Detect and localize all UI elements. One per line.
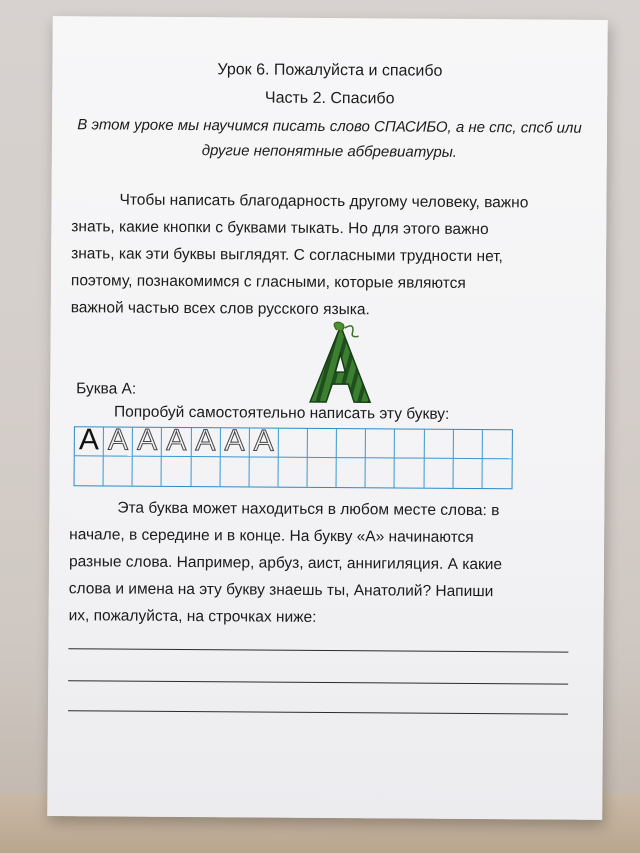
grid-cell[interactable] [337, 458, 366, 487]
grid-cell[interactable] [191, 457, 220, 486]
paragraph-line: разные слова. Например, арбуз, аист, аннигиляция. А какие [68, 553, 503, 574]
grid-cell[interactable] [453, 430, 482, 459]
grid-cell[interactable] [220, 424, 249, 458]
paragraph-line: их, пожалуйста, на строчках ниже: [68, 607, 317, 626]
grid-cell[interactable] [308, 429, 337, 458]
answer-line[interactable] [68, 648, 568, 652]
grid-cell[interactable] [104, 423, 133, 457]
paragraph-line: важной частью всех слов русского языка. [70, 299, 370, 319]
trace-letter: А [195, 424, 216, 458]
trace-letter: А [224, 424, 245, 458]
grid-cell[interactable] [75, 456, 104, 485]
paragraph-vowels [71, 186, 592, 325]
grid-cell[interactable] [104, 456, 133, 485]
lesson-title: Урок 6. Пожалуйста и спасибо [217, 61, 443, 80]
grid-cell[interactable] [250, 424, 279, 458]
grid-cell[interactable] [483, 430, 512, 459]
paragraph-line: знать, как эти буквы выглядят. С согласными трудности нет, [71, 245, 503, 266]
trace-letter: А [137, 423, 158, 457]
paragraph-line: знать, какие кнопки с буквами тыкать. Но для этого важно [71, 218, 489, 239]
answer-line[interactable] [68, 710, 568, 714]
grid-cell[interactable] [191, 424, 220, 458]
grid-cell[interactable] [366, 458, 395, 487]
paragraph-line: поэтому, познакомимся с гласными, которые являются [70, 272, 466, 292]
trace-letter: А [107, 423, 129, 457]
answer-line[interactable] [68, 680, 568, 684]
lesson-subtitle: Часть 2. Спасибо [264, 89, 395, 108]
grid-cell[interactable] [453, 459, 482, 488]
grid-cell[interactable] [337, 429, 366, 458]
grid-cell[interactable] [395, 458, 424, 487]
grid-cell[interactable] [366, 429, 395, 458]
watermelon-letter-a-illustration [296, 320, 385, 405]
grid-cell[interactable] [308, 458, 337, 487]
worksheet-page [47, 16, 608, 820]
grid-cell[interactable] [133, 423, 162, 457]
grid-cell[interactable] [395, 429, 424, 458]
grid-cell[interactable] [424, 459, 453, 488]
grid-cell[interactable] [162, 423, 191, 458]
trace-letter: А [166, 423, 187, 458]
paragraph-line: Чтобы написать благодарность другому человеку, важно [119, 191, 529, 212]
letter-practice-grid[interactable] [74, 423, 513, 489]
grid-cell[interactable] [133, 457, 162, 486]
sample-letter: А [78, 423, 100, 457]
grid-cell[interactable] [75, 423, 104, 457]
grid-cell[interactable] [249, 457, 278, 486]
paragraph-line: начале, в середине и в конце. На букву «А» начинаются [69, 526, 474, 547]
paragraph-letter-a [69, 494, 590, 633]
grid-cell[interactable] [278, 458, 307, 487]
trace-letter: А [253, 424, 274, 458]
grid-cell[interactable] [220, 457, 249, 486]
lesson-intro: В этом уроке мы научимся писать слово СПАСИБО, а не спс, спсб или другие непонятные аббревиатуры. [77, 116, 582, 161]
paragraph-line: слова и имена на эту букву знаешь ты, Анатолий? Напиши [68, 580, 494, 601]
grid-cell[interactable] [279, 429, 308, 458]
letter-a-label: Буква А: [76, 380, 137, 398]
paragraph-line: Эта буква может находиться в любом месте слова: в [117, 499, 500, 520]
grid-cell[interactable] [482, 459, 511, 488]
writing-instruction: Попробуй самостоятельно написать эту букву: [113, 403, 450, 423]
grid-cell[interactable] [162, 457, 191, 486]
grid-cell[interactable] [424, 430, 453, 459]
